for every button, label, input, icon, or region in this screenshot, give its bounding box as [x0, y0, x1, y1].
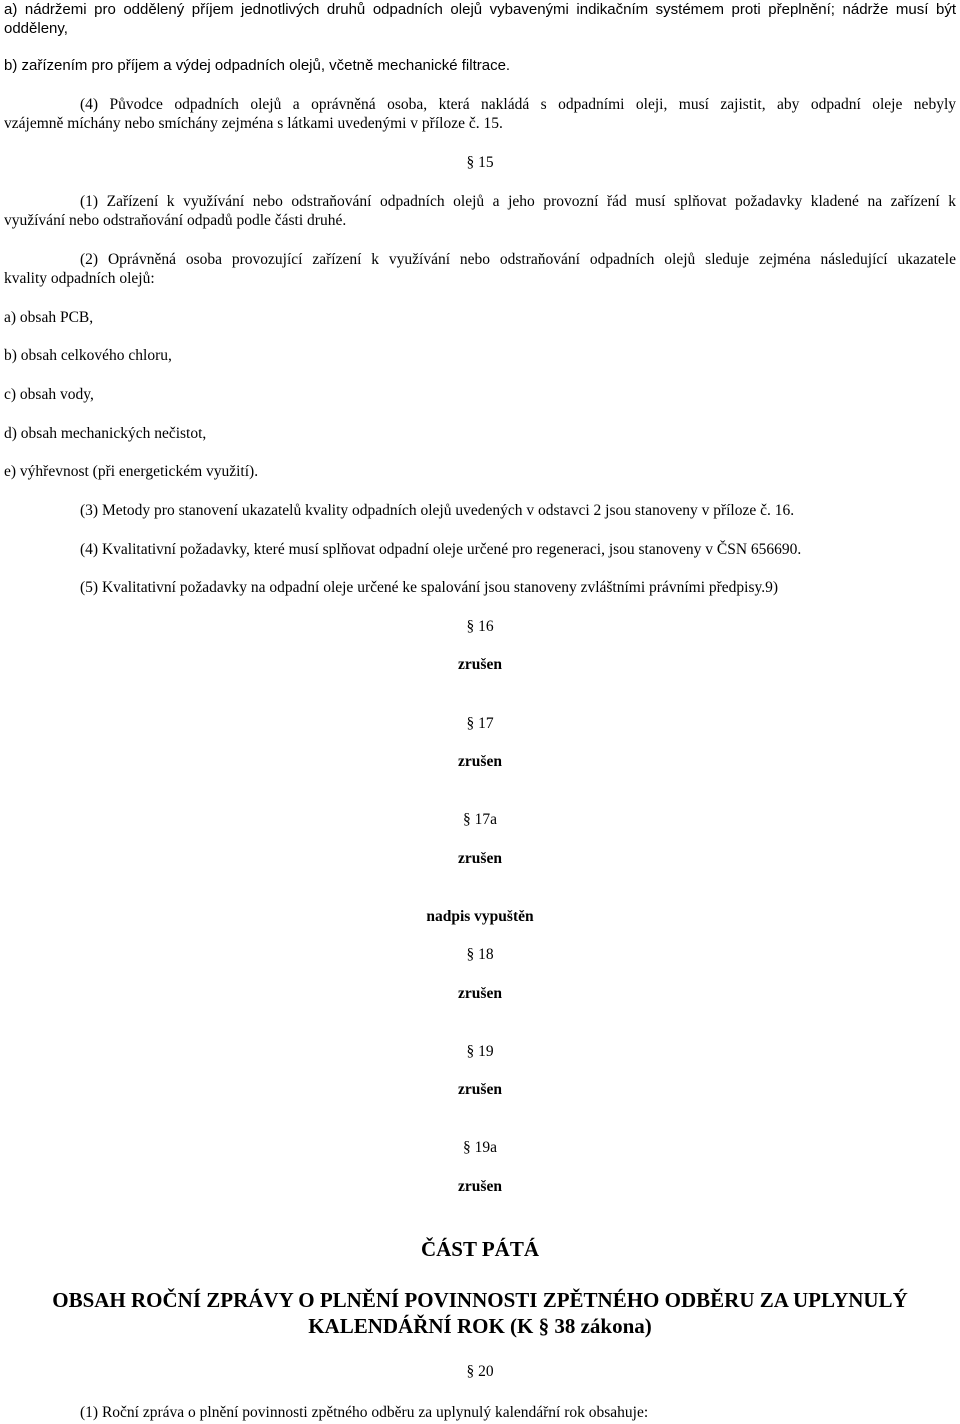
list-item: b) zařízením pro příjem a výdej odpadních olejů, včetně mechanické filtrace. — [4, 57, 511, 74]
omitted-heading: nadpis vypuštěn — [426, 908, 534, 925]
paragraph-line: odděleny, — [4, 20, 68, 37]
part-heading: ČÁST PÁTÁ — [420, 1237, 540, 1261]
section-heading: § 17a — [462, 811, 497, 828]
paragraph-line: (3) Metody pro stanovení ukazatelů kvality odpadních olejů uvedených v odstavci 2 jsou stanoveny v příloze č. 16. — [80, 502, 795, 519]
part-title-line: OBSAH ROČNÍ ZPRÁVY O PLNĚNÍ POVINNOSTI ZPĚTNÉHO ODBĚRU ZA UPLYNULÝ — [52, 1288, 908, 1312]
paragraph-line: kvality odpadních olejů: — [4, 270, 155, 287]
list-item: d) obsah mechanických nečistot, — [4, 425, 207, 442]
paragraph-line: vzájemně míchány nebo smíchány zejména s látkami uvedenými v příloze č. 15. — [4, 115, 503, 132]
section-heading: § 18 — [466, 946, 494, 963]
paragraph-line: (4) Původce odpadních olejů a oprávněná osoba, která nakládá s odpadními oleji, musí zajistit, aby odpadní oleje nebyly — [80, 96, 956, 113]
list-item: a) obsah PCB, — [4, 309, 94, 326]
list-item: e) výhřevnost (při energetickém využití). — [4, 463, 259, 480]
repealed-label: zrušen — [458, 850, 502, 867]
paragraph-line: (1) Zařízení k využívání nebo odstraňování odpadních olejů a jeho provozní řád musí splňovat požadavky kladené na zařízení k — [80, 193, 956, 210]
paragraph-line: (5) Kvalitativní požadavky na odpadní oleje určené ke spalování jsou stanoveny zvláštními právními předpisy.9) — [80, 579, 779, 596]
section-heading: § 20 — [466, 1363, 494, 1380]
list-item: c) obsah vody, — [4, 386, 94, 403]
paragraph-line: (1) Roční zpráva o plnění povinnosti zpětného odběru za uplynulý kalendářní rok obsahuje: — [80, 1404, 649, 1421]
section-heading: § 16 — [466, 618, 494, 635]
part-title-line: KALENDÁŘNÍ ROK (K § 38 zákona) — [308, 1314, 652, 1338]
list-item: b) obsah celkového chloru, — [4, 347, 172, 364]
section-heading: § 19 — [466, 1043, 494, 1060]
section-heading: § 15 — [466, 154, 494, 171]
section-heading: § 17 — [466, 715, 494, 732]
repealed-label: zrušen — [458, 985, 502, 1002]
repealed-label: zrušen — [458, 1178, 502, 1195]
paragraph-line: (2) Oprávněná osoba provozující zařízení k využívání nebo odstraňování odpadních olejů sleduje zejména následující ukazatele — [80, 251, 956, 268]
paragraph-line: využívání nebo odstraňování odpadů podle části druhé. — [4, 212, 347, 229]
repealed-label: zrušen — [458, 656, 502, 673]
paragraph-line: a) nádržemi pro oddělený příjem jednotlivých druhů odpadních olejů vybavenými indikačním systémem proti přeplnění; nádrže musí být — [4, 1, 956, 18]
repealed-label: zrušen — [458, 753, 502, 770]
repealed-label: zrušen — [458, 1081, 502, 1098]
section-heading: § 19a — [462, 1139, 497, 1156]
paragraph-line: (4) Kvalitativní požadavky, které musí splňovat odpadní oleje určené pro regeneraci, jsou stanoveny v ČSN 656690. — [80, 541, 802, 558]
